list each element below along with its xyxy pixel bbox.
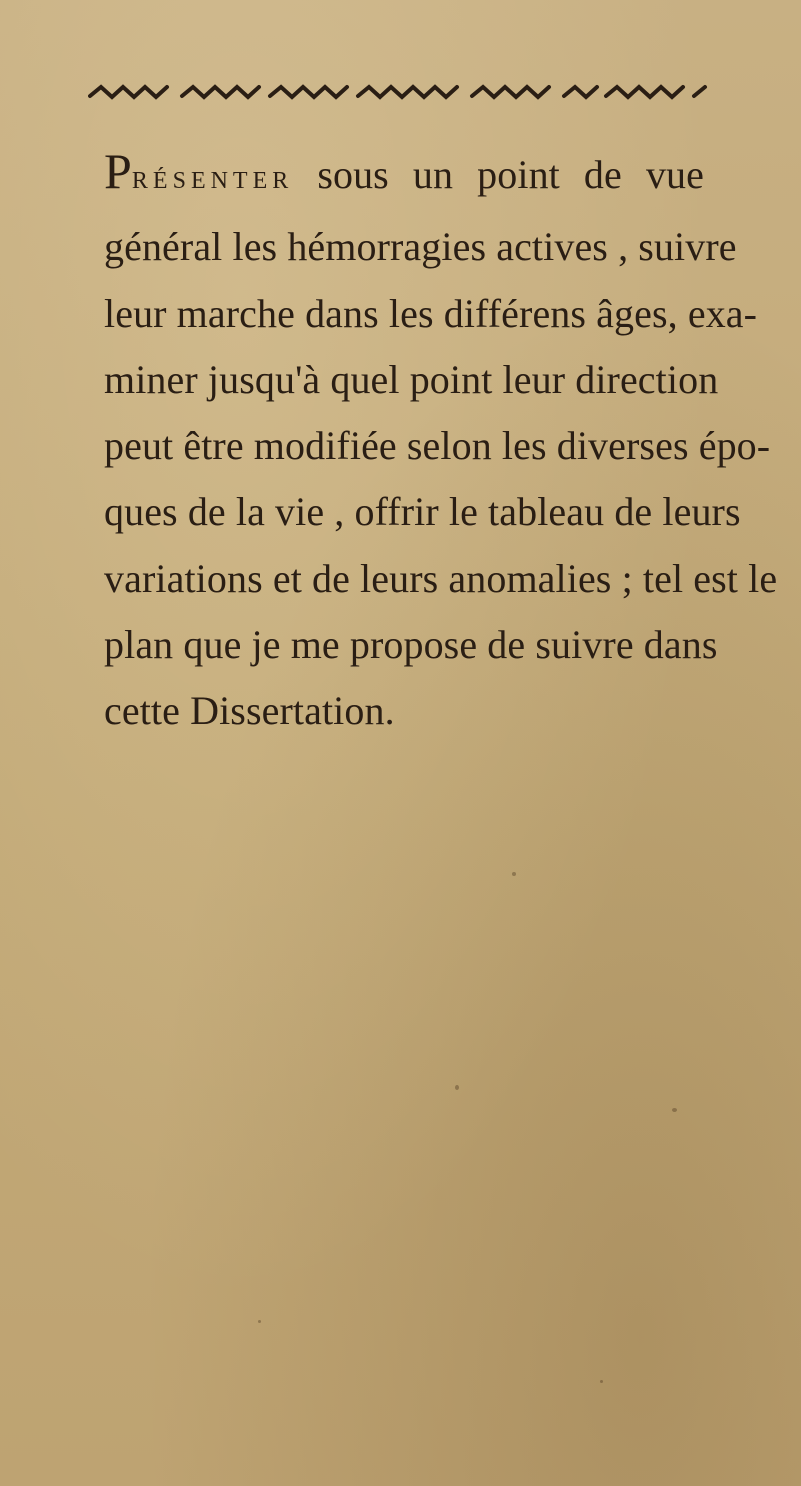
paragraph-line-2: général les hémorragies actives , suivre: [104, 224, 737, 270]
ornament-wave-segment: [182, 87, 259, 97]
opening-word-smallcaps: RÉSENTER: [131, 168, 294, 194]
paper-speck: [672, 1108, 677, 1112]
paper-speck: [512, 872, 516, 876]
paper-speck: [258, 1320, 261, 1323]
paragraph-line-9: cette Dissertation.: [104, 688, 395, 734]
ornament-wave-segment: [270, 87, 347, 97]
paragraph-line-6: ques de la vie , offrir le tableau de leurs: [104, 489, 741, 535]
paragraph-line-8: plan que je me propose de suivre dans: [104, 622, 718, 668]
decorative-wave-rule: [88, 80, 708, 106]
paragraph-line-1: [104, 142, 704, 214]
ornament-wave-segment: [564, 87, 597, 97]
paragraph-line-5: peut être modifiée selon les diverses épo-: [104, 423, 771, 469]
paper-speck: [600, 1380, 603, 1383]
ornament-wave-segment: [694, 87, 705, 96]
ornament-wave-segment: [606, 87, 683, 97]
ornament-wave-segment: [472, 87, 549, 97]
paper-speck: [455, 1085, 459, 1090]
paragraph-line-4: miner jusqu'à quel point leur direction: [104, 356, 719, 402]
paragraph-line-3: leur marche dans les différens âges, exa-: [104, 290, 758, 336]
line-text: sous un point de vue: [293, 152, 704, 197]
paragraph: [104, 142, 778, 745]
ornament-wave-segment: [90, 87, 167, 97]
ornament-wave-segment: [358, 87, 457, 97]
drop-cap: P: [104, 143, 132, 199]
paragraph-line-7: variations et de leurs anomalies ; tel est le: [104, 555, 778, 601]
